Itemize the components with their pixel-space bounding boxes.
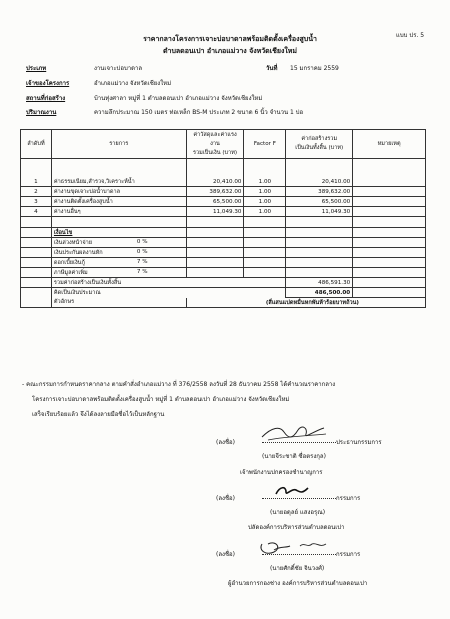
col-total: ค่าก่อสร้างรวม เป็นเงินทั้งสิ้น (บาท) [286,130,353,159]
sign-role-3: กรรมการ [336,551,361,558]
type-label: ประเภท [26,65,47,72]
sign-line-1 [262,442,336,443]
sum-value: 486,591.30 [286,278,353,288]
note-line-3: เสร็จเรียบร้อยแล้ว จึงได้ลงลายมือชื่อไว้เป็นหลักฐาน [32,411,165,418]
words-label: ตัวอักษร [51,298,186,308]
sign-position-1: เจ้าพนักงานปกครองชำนาญการ [240,469,323,476]
condition-row: เงินประกันผลงานหัก 0 % [21,248,426,258]
title-line-2: ตำบลดอนเปา อำเภอแม่วาง จังหวัดเชียงใหม่ [162,47,298,55]
site-label: สถานที่ก่อสร้าง [26,95,66,102]
conditions-title: เงื่อนไข [51,228,186,238]
table-row: 4 ค่างานอื่นๆ 11,049.30 1.00 11,049.30 [21,207,426,217]
note-line-2: โครงการเจาะบ่อบาดาลพร้อมติดตั้งเครื่องสูบน้ำ หมู่ที่ 1 ตำบลดอนเปา อำเภอแม่วาง จังหวัดเชียงใหม่ [32,396,290,403]
site-value: บ้านทุ่งศาลา หมู่ที่ 1 ตำบลดอนเปา อำเภอแม่วาง จังหวัดเชียงใหม่ [94,95,263,102]
qty-label: ปริมาณงาน [26,109,57,116]
date-value: 15 มกราคม 2559 [290,65,339,72]
table-row: 2 ค่างานขุดเจาะบ่อน้ำบาดาล 389,632.00 1.00 389,632.00 [21,187,426,197]
conditions-title-row [21,228,426,238]
approx-row [21,288,426,298]
col-item: รายการ [51,130,186,159]
words-value: (สี่แสนแปดหมื่นหกพันห้าร้อยบาทถ้วน) [186,298,425,308]
signature-1 [258,422,328,444]
col-remark: หมายเหตุ [353,130,426,159]
condition-row: ภาษีมูลค่าเพิ่ม 7 % [21,268,426,278]
words-row [21,298,426,308]
sum-row [21,278,426,288]
sign-role-2: กรรมการ [336,495,361,502]
table-header-row [21,130,426,159]
condition-row: เงินล่วงหน้าจ่าย 0 % [21,238,426,248]
condition-row: ดอกเบี้ยเงินกู้ 7 % [21,258,426,268]
table-row: 1 ค่าธรรมเนียม,สำรวจ,วิเคราะห์น้ำ 20,410.00 1.00 20,410.00 [21,177,426,187]
sign-name-2: (นายอดุลย์ แสงอรุณ) [270,509,326,516]
qty-value: ความลึกประมาณ 150 เมตร ท่อเหล็ก BS-M ประเภท 2 ขนาด 6 นิ้ว จำนวน 1 บ่อ [94,109,304,116]
sign-prefix-1: (ลงชื่อ) [216,439,235,446]
sign-position-2: ปลัดองค์การบริหารส่วนตำบลดอนเปา [248,524,345,531]
approx-label: คิดเป็นเงินประมาณ [51,288,285,298]
col-factor: Factor F [244,130,286,159]
col-no: ลำดับที่ [21,130,52,159]
sum-label: รวมค่าก่อสร้างเป็นเงินทั้งสิ้น [51,278,285,288]
type-value: งานเจาะบ่อบาดาล [94,65,143,72]
form-code: แบบ ปร. 5 [396,32,425,39]
sign-prefix-2: (ลงชื่อ) [216,495,235,502]
col-cost: ค่าวัสดุและค่าแรงงาน รวมเป็นเงิน (บาท) [186,130,244,159]
sign-name-3: (นายศักดิ์ชัย จินวงศ์) [270,565,325,572]
title-line-1: ราคากลางโครงการเจาะบ่อบาดาลพร้อมติดตั้งเครื่องสูบน้ำ [143,35,317,43]
sign-name-1: (นายจีระชาติ ซื่อตรงกุล) [262,453,326,460]
spacer-row [21,217,426,228]
owner-value: อำเภอแม่วาง จังหวัดเชียงใหม่ [94,80,172,87]
sign-position-3: ผู้อำนวยการกองช่าง องค์การบริหารส่วนตำบลดอนเปา [228,580,368,587]
approx-value: 486,500.00 [286,288,353,298]
sign-prefix-3: (ลงชื่อ) [216,551,235,558]
sign-role-1: ประธานกรรมการ [336,439,382,446]
spacer-row [21,159,426,178]
sign-line-2 [262,498,336,499]
sign-line-3 [262,554,336,555]
table-row: 3 ค่างานติดตั้งเครื่องสูบน้ำ 65,500.00 1.00 65,500.00 [21,197,426,207]
cost-table [20,129,426,308]
note-line-1: - คณะกรรมการกำหนดราคากลาง ตามคำสั่งอำเภอแม่วาง ที่ 376/2558 ลงวันที่ 28 ธันวาคม 2558 ได้คำนวณราคากลาง [22,381,336,388]
owner-label: เจ้าของโครงการ [26,80,70,87]
date-label: วันที่ [266,65,278,72]
